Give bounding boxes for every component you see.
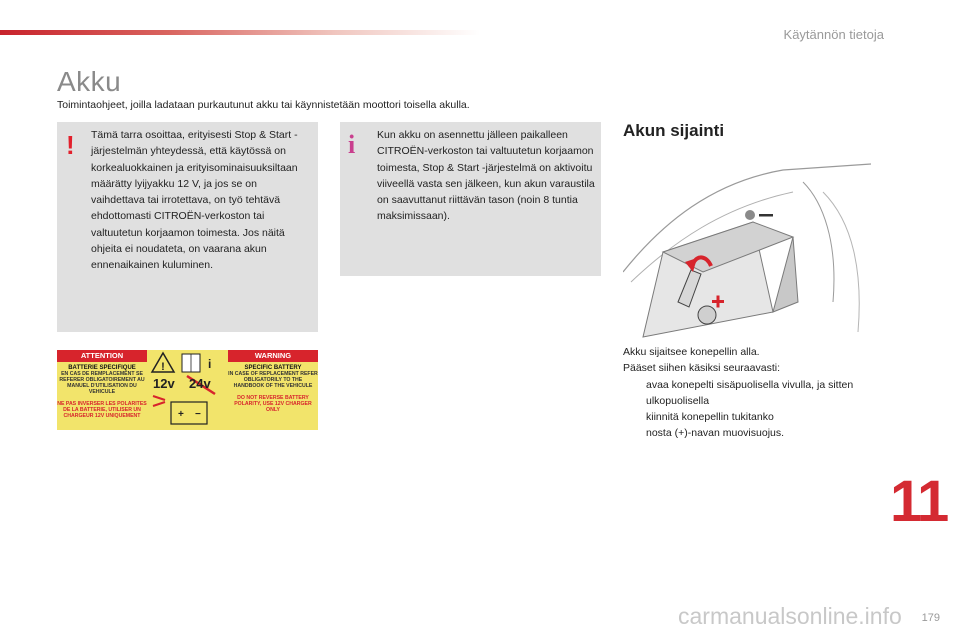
jumper-clamp-icon (153, 396, 165, 406)
label-warning-en: DO NOT REVERSE BATTERY POLARITY, USE 12V CHARGER ONLY (234, 395, 312, 413)
label-heading-warning: WARNING (228, 350, 318, 362)
chapter-number: 11 (890, 469, 948, 534)
step-text: nosta (+)-navan muovisuojus. (646, 427, 785, 440)
svg-text:+: + (178, 409, 184, 420)
location-intro-2: Pääset siihen käsiksi seuraavasti: (623, 362, 780, 375)
section-header: Käytännön tietoja (783, 27, 884, 42)
step-text: avaa konepelti sisäpuolisella vivulla, ja sitten ulkopuolisella (646, 378, 854, 407)
header-accent-bar (0, 30, 480, 35)
label-title-en: SPECIFIC BATTERY (244, 365, 302, 371)
page-subtitle: Toimintaohjeet, joilla ladataan purkautunut akku tai käynnistetään moottori toisella akulla. (57, 99, 470, 111)
battery-warning-label (57, 350, 318, 430)
label-column-english (228, 365, 318, 413)
battery-pictogram-icon (171, 402, 207, 424)
label-title-fr: BATTERIE SPECIFIQUE (68, 365, 136, 371)
label-voltage-forbidden: 24v (189, 376, 211, 391)
battery-location-diagram (623, 162, 871, 340)
warning-box (57, 122, 318, 332)
location-instructions (623, 344, 883, 442)
location-title: Akun sijainti (623, 121, 725, 140)
step-item (623, 425, 883, 441)
label-warning-fr: NE PAS INVERSER LES POLARITES DE LA BATTERIE, UTILISER UN CHARGEUR 12V UNIQUEMENT (57, 401, 147, 419)
svg-text:−: − (195, 409, 201, 420)
svg-text:i: i (208, 357, 212, 371)
step-text: kiinnitä konepellin tukitanko (646, 411, 774, 424)
label-heading-attention: ATTENTION (57, 350, 147, 362)
warning-text: Tämä tarra osoittaa, erityisesti Stop & Start -järjestelmän yhteydessä, että käytössä on korkealuokkainen ja erityisominaisuuksiltaan määrätty lyijyakku 12 V, ja jos se on vaihdettava tai irrotettava, on työ tehtävä ehdottomasti CITROËN-verkoston tai valtuutetun korjaamon toimesta. Jos näitä ohjeita ei noudateta, on vaarana akun ennenaikainen kuluminen. (91, 129, 298, 272)
info-icon: i (348, 130, 356, 159)
label-column-french (57, 365, 147, 419)
info-box (340, 122, 601, 276)
label-pictograms (149, 350, 226, 430)
warning-icon: ! (66, 130, 75, 160)
watermark: carmanualsonline.info (678, 603, 902, 629)
label-voltage-ok: 12v (153, 376, 175, 391)
page-title: Akku (57, 66, 122, 97)
page-number: 179 (921, 612, 940, 624)
step-item (623, 409, 883, 425)
negative-terminal (745, 210, 755, 220)
svg-text:!: ! (161, 361, 165, 373)
minus-sign-icon (759, 214, 773, 217)
label-body-fr: EN CAS DE REMPLACEMENT SE REFERER OBLIGATOIREMENT AU MANUEL D'UTILISATION DU VEHICULE (59, 371, 145, 395)
label-body-en: IN CASE OF REPLACEMENT REFER OBLIGATORILY TO THE HANDBOOK OF THE VEHICULE (228, 371, 318, 389)
info-text: Kun akku on asennettu jälleen paikalleen CITROËN-verkoston tai valtuutetun korjaamon toimesta, Stop & Start -järjestelmä on aktivoitu viiveellä vasta sen jälkeen, kun akun varaustila on saavuttanut riittävän tason (noin 8 tuntia maksimissaan). (377, 129, 595, 223)
step-item (623, 377, 883, 410)
location-intro-1: Akku sijaitsee konepellin alla. (623, 346, 760, 358)
